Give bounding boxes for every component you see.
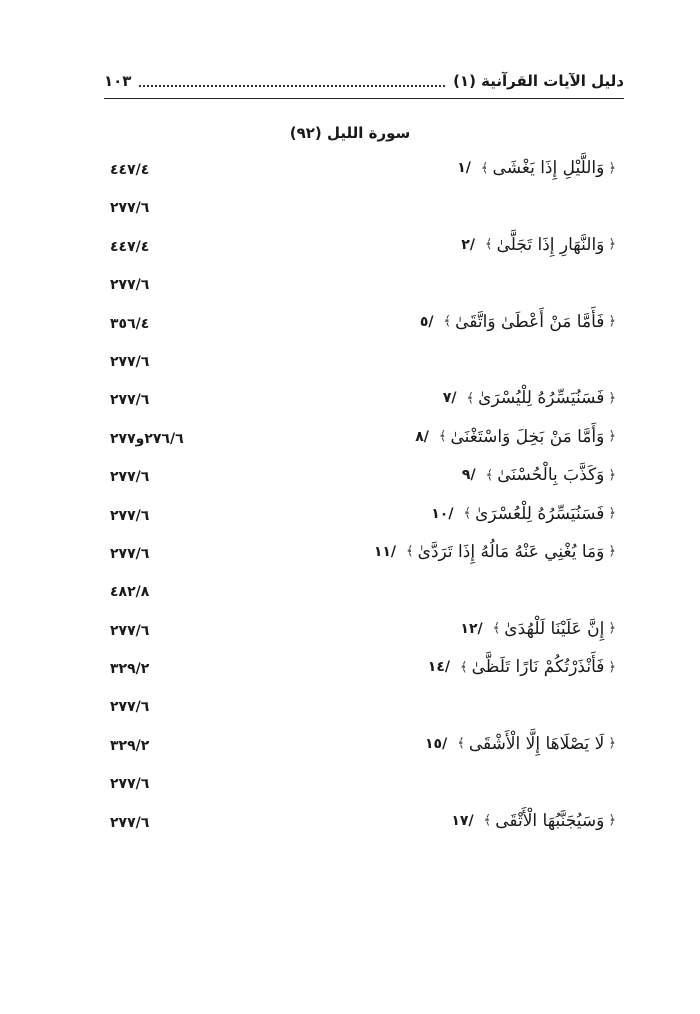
index-row [0,465,700,503]
page-reference: ٢٧٧/٦ [110,277,150,294]
verse-text [374,542,616,562]
verse-text [451,811,616,831]
page-reference: ٢٧٧/٦ [110,200,150,217]
header-rule [104,98,624,99]
ornate-bracket-open: ﴿ [608,659,616,675]
ornate-bracket-close: ﴾ [438,429,447,445]
ornate-bracket-close: ﴾ [460,659,468,675]
page-reference: ٣٢٩/٢ [110,737,150,754]
ornate-bracket-open: ﴿ [608,314,616,330]
verse-words: وَسَيُجَنَّبُهَا الْأَتْقَى [495,810,605,831]
page-reference: ٣٥٦/٤ [110,315,150,332]
ornate-bracket-close: ﴾ [466,390,475,406]
verse-words: وَالنَّهَارِ إِذَا تَجَلَّىٰ [496,234,605,255]
verse-text [420,312,616,332]
index-row [0,427,700,465]
index-row [0,542,700,580]
ornate-bracket-open: ﴿ [608,544,616,560]
page-reference: ٤٤٧/٤ [110,162,150,178]
ornate-bracket-open: ﴿ [608,237,616,253]
verse-number: /٢ [461,236,475,253]
verse-number: /١٧ [451,812,474,829]
index-row [0,273,700,311]
verse-words: وَكَذَّبَ بِالْحُسْنَىٰ [497,465,605,486]
verse-text [460,619,616,639]
ornate-bracket-open: ﴿ [608,390,616,406]
index-row [0,312,700,350]
verse-words: فَسَنُيَسِّرُهُ لِلْعُسْرَىٰ [475,503,605,524]
page-reference: ٢٧٧/٦ [110,622,150,639]
verse-words: وَأَمَّا مَنْ بَخِلَ وَاسْتَغْنَىٰ [450,426,605,447]
index-row [0,657,700,695]
verse-number: /١١ [373,543,397,560]
page-reference: ٤٨٢/٨ [110,584,150,601]
ornate-bracket-close: ﴾ [480,160,489,176]
verse-words: فَسَنُيَسِّرُهُ لِلْيُسْرَىٰ [478,388,605,409]
verse-words: وَمَا يُغْنِي عَنْهُ مَالُهُ إِذَا تَرَدَّىٰ [417,541,605,562]
page-reference: ٢٧٧/٦ [110,507,150,524]
index-row [0,811,700,849]
ornate-bracket-close: ﴾ [463,506,472,522]
page-reference: ٢٧٧/٦ [110,699,150,716]
verse-number: /١٠ [431,505,454,522]
ornate-bracket-open: ﴿ [608,429,616,445]
surah-title: سورة الليل (٩٢) [289,124,411,142]
page-reference: ٢٧٦/٦و٢٧٧ [110,430,184,447]
ornate-bracket-close: ﴾ [492,621,501,637]
verse-number: /١٢ [460,620,483,637]
verse-words: وَاللَّيْلِ إِذَا يَغْشَى [492,158,605,178]
page-reference: ٢٧٧/٦ [110,545,150,562]
verse-number: /١ [457,160,471,176]
page-reference: ٢٧٧/٦ [110,814,150,831]
page-number: ١٠٣ [104,72,132,90]
verse-number: /١٥ [425,735,448,752]
ornate-bracket-close: ﴾ [483,813,492,829]
ornate-bracket-open: ﴿ [608,467,616,483]
ornate-bracket-close: ﴾ [484,237,493,253]
verse-text [462,465,616,485]
index-row [0,772,700,810]
ornate-bracket-close: ﴾ [457,736,465,752]
index-row [0,196,700,234]
index-row [0,619,700,657]
verse-number: /٧ [442,390,457,407]
verse-number: /١٤ [427,659,451,676]
index-row [0,158,700,196]
index-row [0,350,700,388]
page-reference: ٢٧٧/٦ [110,469,150,486]
ornate-bracket-open: ﴿ [608,621,616,637]
ornate-bracket-close: ﴾ [406,544,414,560]
book-title: دليل الآيات القرآنية (١) [453,72,624,90]
ornate-bracket-open: ﴿ [608,813,616,829]
verse-text [443,388,616,408]
ornate-bracket-close: ﴾ [485,467,494,483]
index-row [0,504,700,542]
verse-text [425,734,616,754]
verse-words: إِنَّ عَلَيْنَا لَلْهُدَىٰ [504,618,605,639]
running-header [104,68,624,94]
verse-number: /٩ [461,467,476,484]
ornate-bracket-open: ﴿ [608,736,616,752]
verse-number: /٥ [419,313,434,330]
page-reference: ٢٧٧/٦ [110,392,150,409]
page-reference: ٢٧٧/٦ [110,353,150,370]
index-row [0,580,700,618]
page-reference: ٣٢٩/٢ [110,661,150,678]
page-reference: ٤٤٧/٤ [110,238,150,255]
verse-text [461,235,616,255]
ornate-bracket-open: ﴿ [608,506,616,522]
verse-words: فَأَنْذَرْتُكُمْ نَارًا تَلَظَّىٰ [471,657,605,678]
verse-words: فَأَمَّا مَنْ أَعْطَىٰ وَاتَّقَىٰ [455,311,605,332]
verse-text [431,504,616,524]
verse-number: /٨ [415,428,429,445]
index-row [0,235,700,273]
page-reference: ٢٧٧/٦ [110,776,150,793]
verse-words: لَا يَصْلَاهَا إِلَّا الْأَشْقَى [468,733,605,754]
verse-text [415,427,616,447]
index-row [0,734,700,772]
verse-text [457,158,616,178]
verse-text [428,657,616,677]
index-row [0,388,700,426]
leader-dots [139,75,445,87]
verse-index-list [0,158,700,849]
ornate-bracket-open: ﴿ [608,160,616,176]
ornate-bracket-close: ﴾ [443,314,452,330]
index-row [0,695,700,733]
